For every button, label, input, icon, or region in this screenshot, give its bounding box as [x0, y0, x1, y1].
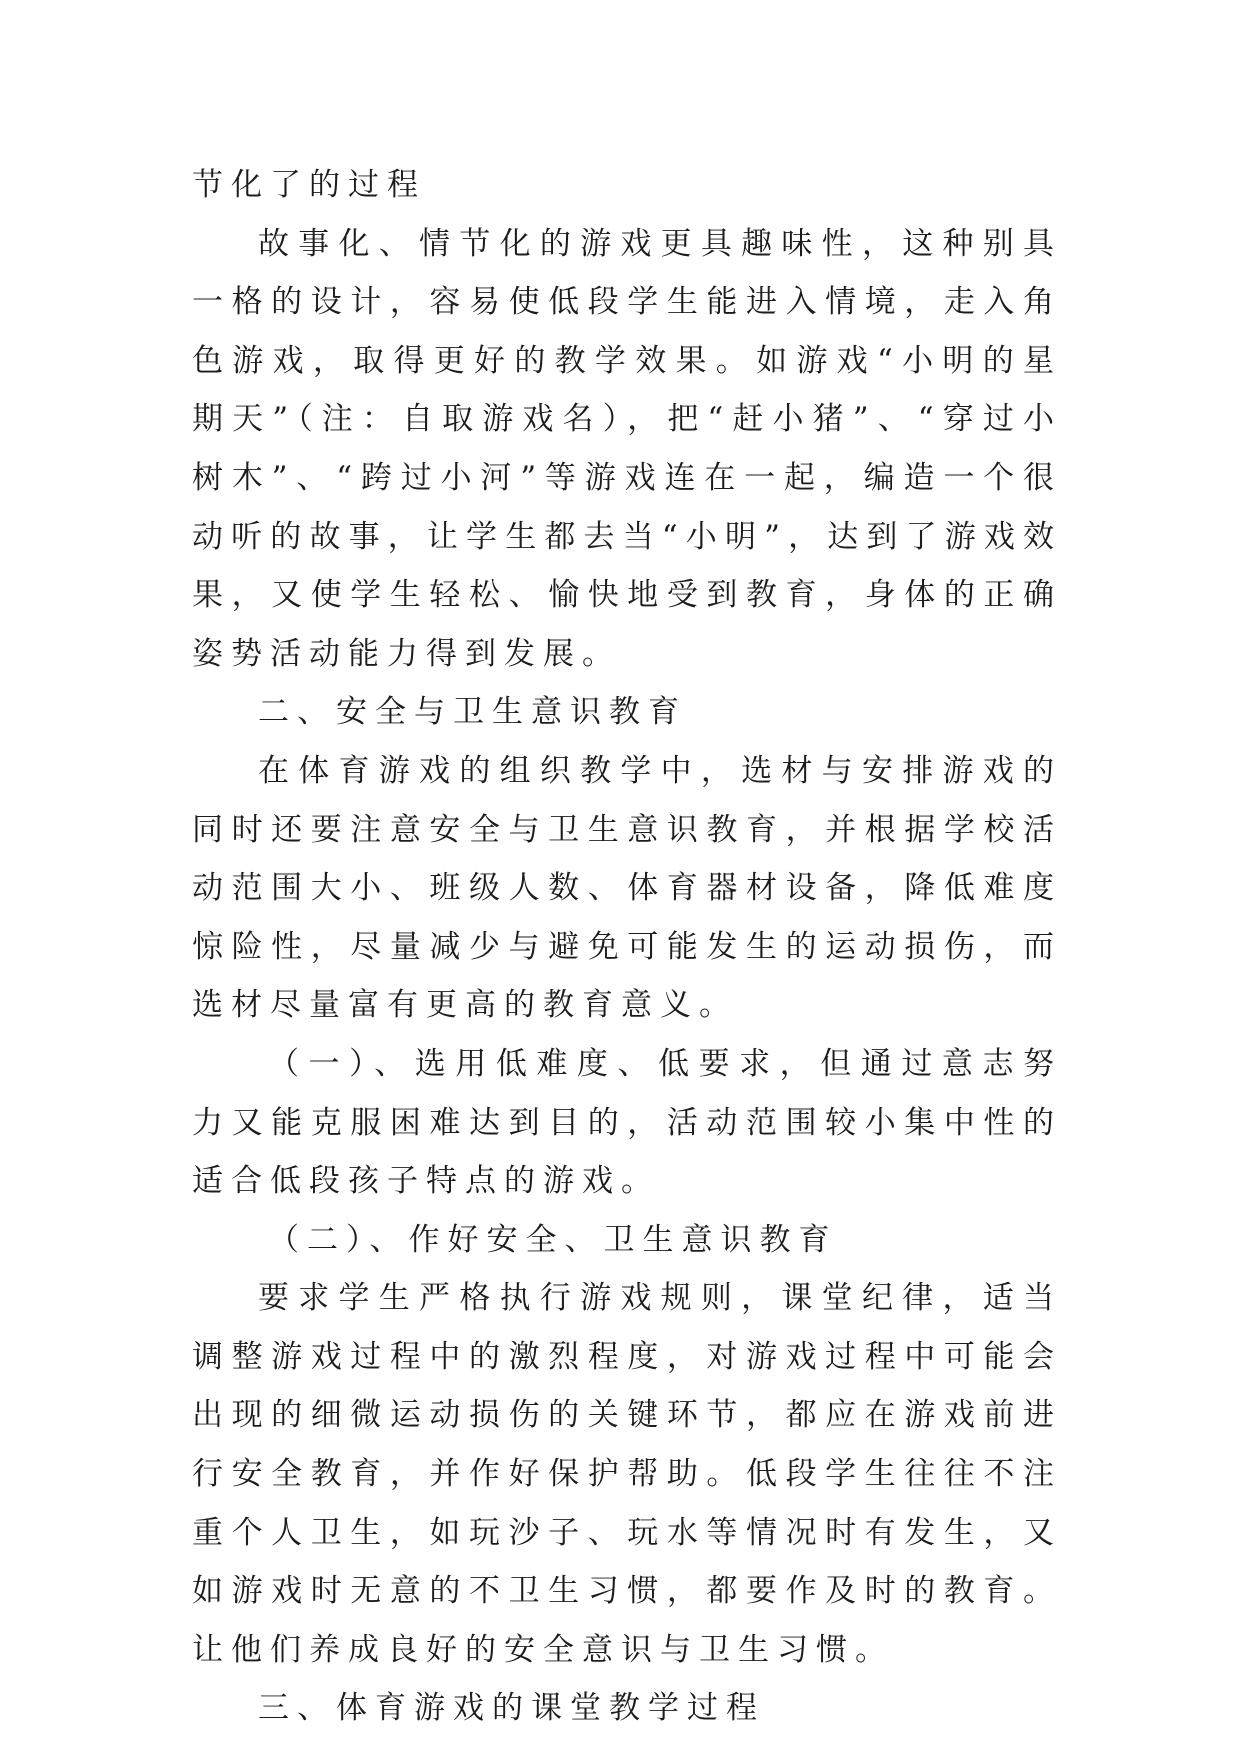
- paragraph-safety-details: 要求学生严格执行游戏规则，课堂纪律，适当调整游戏过程中的激烈程度，对游戏过程中可能会出现的细微运动损伤的关键环节，都应在游戏前进行安全教育，并作好保护帮助。低段学生往往不注重个人卫生，如玩沙子、玩水等情况时有发生，又如游戏时无意的不卫生习惯，都要作及时的教育。让他们养成良好的安全意识与卫生习惯。: [192, 1280, 1062, 1668]
- paragraph-safety-intro: 在体育游戏的组织教学中，选材与安排游戏的同时还要注意安全与卫生意识教育，并根据学校活动范围大小、班级人数、体育器材设备，降低难度惊险性，尽量减少与避免可能发生的运动损伤，而选材尽量富有更高的教育意义。: [192, 752, 1062, 1024]
- document-body: [192, 156, 1062, 1738]
- subsection-item-1: （一）、选用低难度、低要求，但通过意志努力又能克服困难达到目的，活动范围较小集中性的适合低段孩子特点的游戏。: [192, 1045, 1062, 1200]
- section-heading-safety: 二、安全与卫生意识教育: [258, 694, 687, 731]
- paragraph-story-games: 故事化、情节化的游戏更具趣味性，这种别具一格的设计，容易使低段学生能进入情境，走入角色游戏，取得更好的教学效果。如游戏“小明的星期天”（注：自取游戏名），把“赶小猪”、“穿过小树木”、“跨过小河”等游戏连在一起，编造一个很动听的故事，让学生都去当“小明”，达到了游戏效果，又使学生轻松、愉快地受到教育，身体的正确姿势活动能力得到发展。: [192, 225, 1062, 672]
- subsection-heading-2: （二）、作好安全、卫生意识教育: [268, 1221, 838, 1258]
- section-heading-teaching-process: 三、体育游戏的课堂教学过程: [258, 1690, 765, 1727]
- paragraph-continuation: 节化了的过程: [192, 167, 426, 203]
